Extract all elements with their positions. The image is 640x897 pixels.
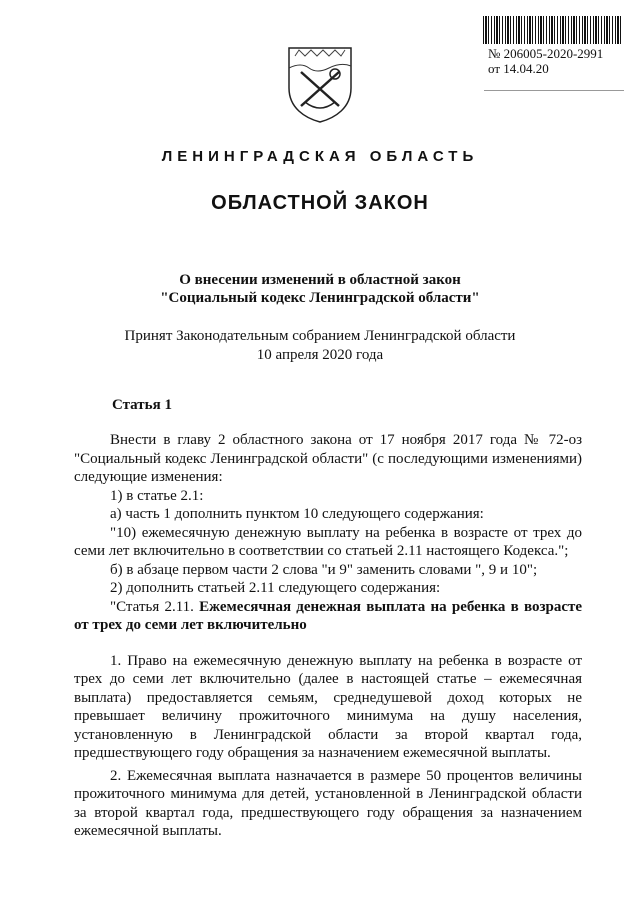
subtitle-line-1: О внесении изменений в областной закон [179, 272, 461, 288]
article-heading: Статья 1 [112, 397, 172, 413]
barcode-icon [483, 16, 623, 44]
adoption-line-1: Принят Законодательным собранием Ленинградской области [124, 328, 516, 344]
paragraph: 2. Ежемесячная выплата назначается в размере 50 процентов величины прожиточного минимума для детей, установленной в Ленинградской области за второй квартал года, предшествующего году обращения за назначением ежемесячной выплаты. [74, 767, 582, 839]
paragraph: 2) дополнить статьей 2.11 следующего содержания: [110, 580, 441, 596]
article-2-11-title: Ежемесячная денежная выплата на ребенка в возрасте от трех до семи лет включительно [74, 598, 583, 633]
subtitle-line-2: "Социальный кодекс Ленинградской области" [160, 290, 480, 306]
paragraph: Внести в главу 2 областного закона от 17 ноября 2017 года № 72-оз "Социальный кодекс Ленинградской области" (с последующими изменениями) следующие изменения: [74, 432, 582, 485]
stamp-divider [484, 90, 624, 91]
paragraph: "10) ежемесячную денежную выплату на ребенка в возрасте от трех до семи лет включительно в соответствии со статьей 2.11 настоящего Кодекса."; [74, 524, 582, 559]
registration-stamp [488, 46, 603, 76]
paragraph: а) часть 1 дополнить пунктом 10 следующего содержания: [110, 506, 484, 522]
paragraph: 1. Право на ежемесячную денежную выплату на ребенка в возрасте от трех до семи лет включительно (далее в настоящей статье – ежемесячная выплата) предоставляется семьям, среднедушевой доход которых не превышает величину прожиточного минимума на душу населения, установленную в Ленинградской области за второй квартал года, предшествующего году обращения за назначением ежемесячной выплаты. [74, 652, 582, 761]
document-title: ОБЛАСТНОЙ ЗАКОН [211, 192, 429, 214]
article-body [74, 431, 582, 841]
paragraph: б) в абзаце первом части 2 слова "и 9" заменить словами ", 9 и 10"; [110, 561, 538, 578]
leningrad-oblast-coat-of-arms-icon [283, 42, 357, 124]
adoption-note [0, 327, 640, 365]
region-heading: ЛЕНИНГРАДСКАЯ ОБЛАСТЬ [161, 148, 479, 165]
article-2-11-prefix: "Статья 2.11. [110, 598, 194, 615]
law-subtitle [0, 271, 640, 307]
article-2-11-heading [74, 598, 582, 635]
paragraph: 1) в статье 2.1: [110, 487, 204, 504]
registration-number: № 206005-2020-2991 [488, 46, 604, 61]
adoption-line-2: 10 апреля 2020 года [256, 347, 384, 363]
registration-date: от 14.04.20 [488, 61, 549, 76]
